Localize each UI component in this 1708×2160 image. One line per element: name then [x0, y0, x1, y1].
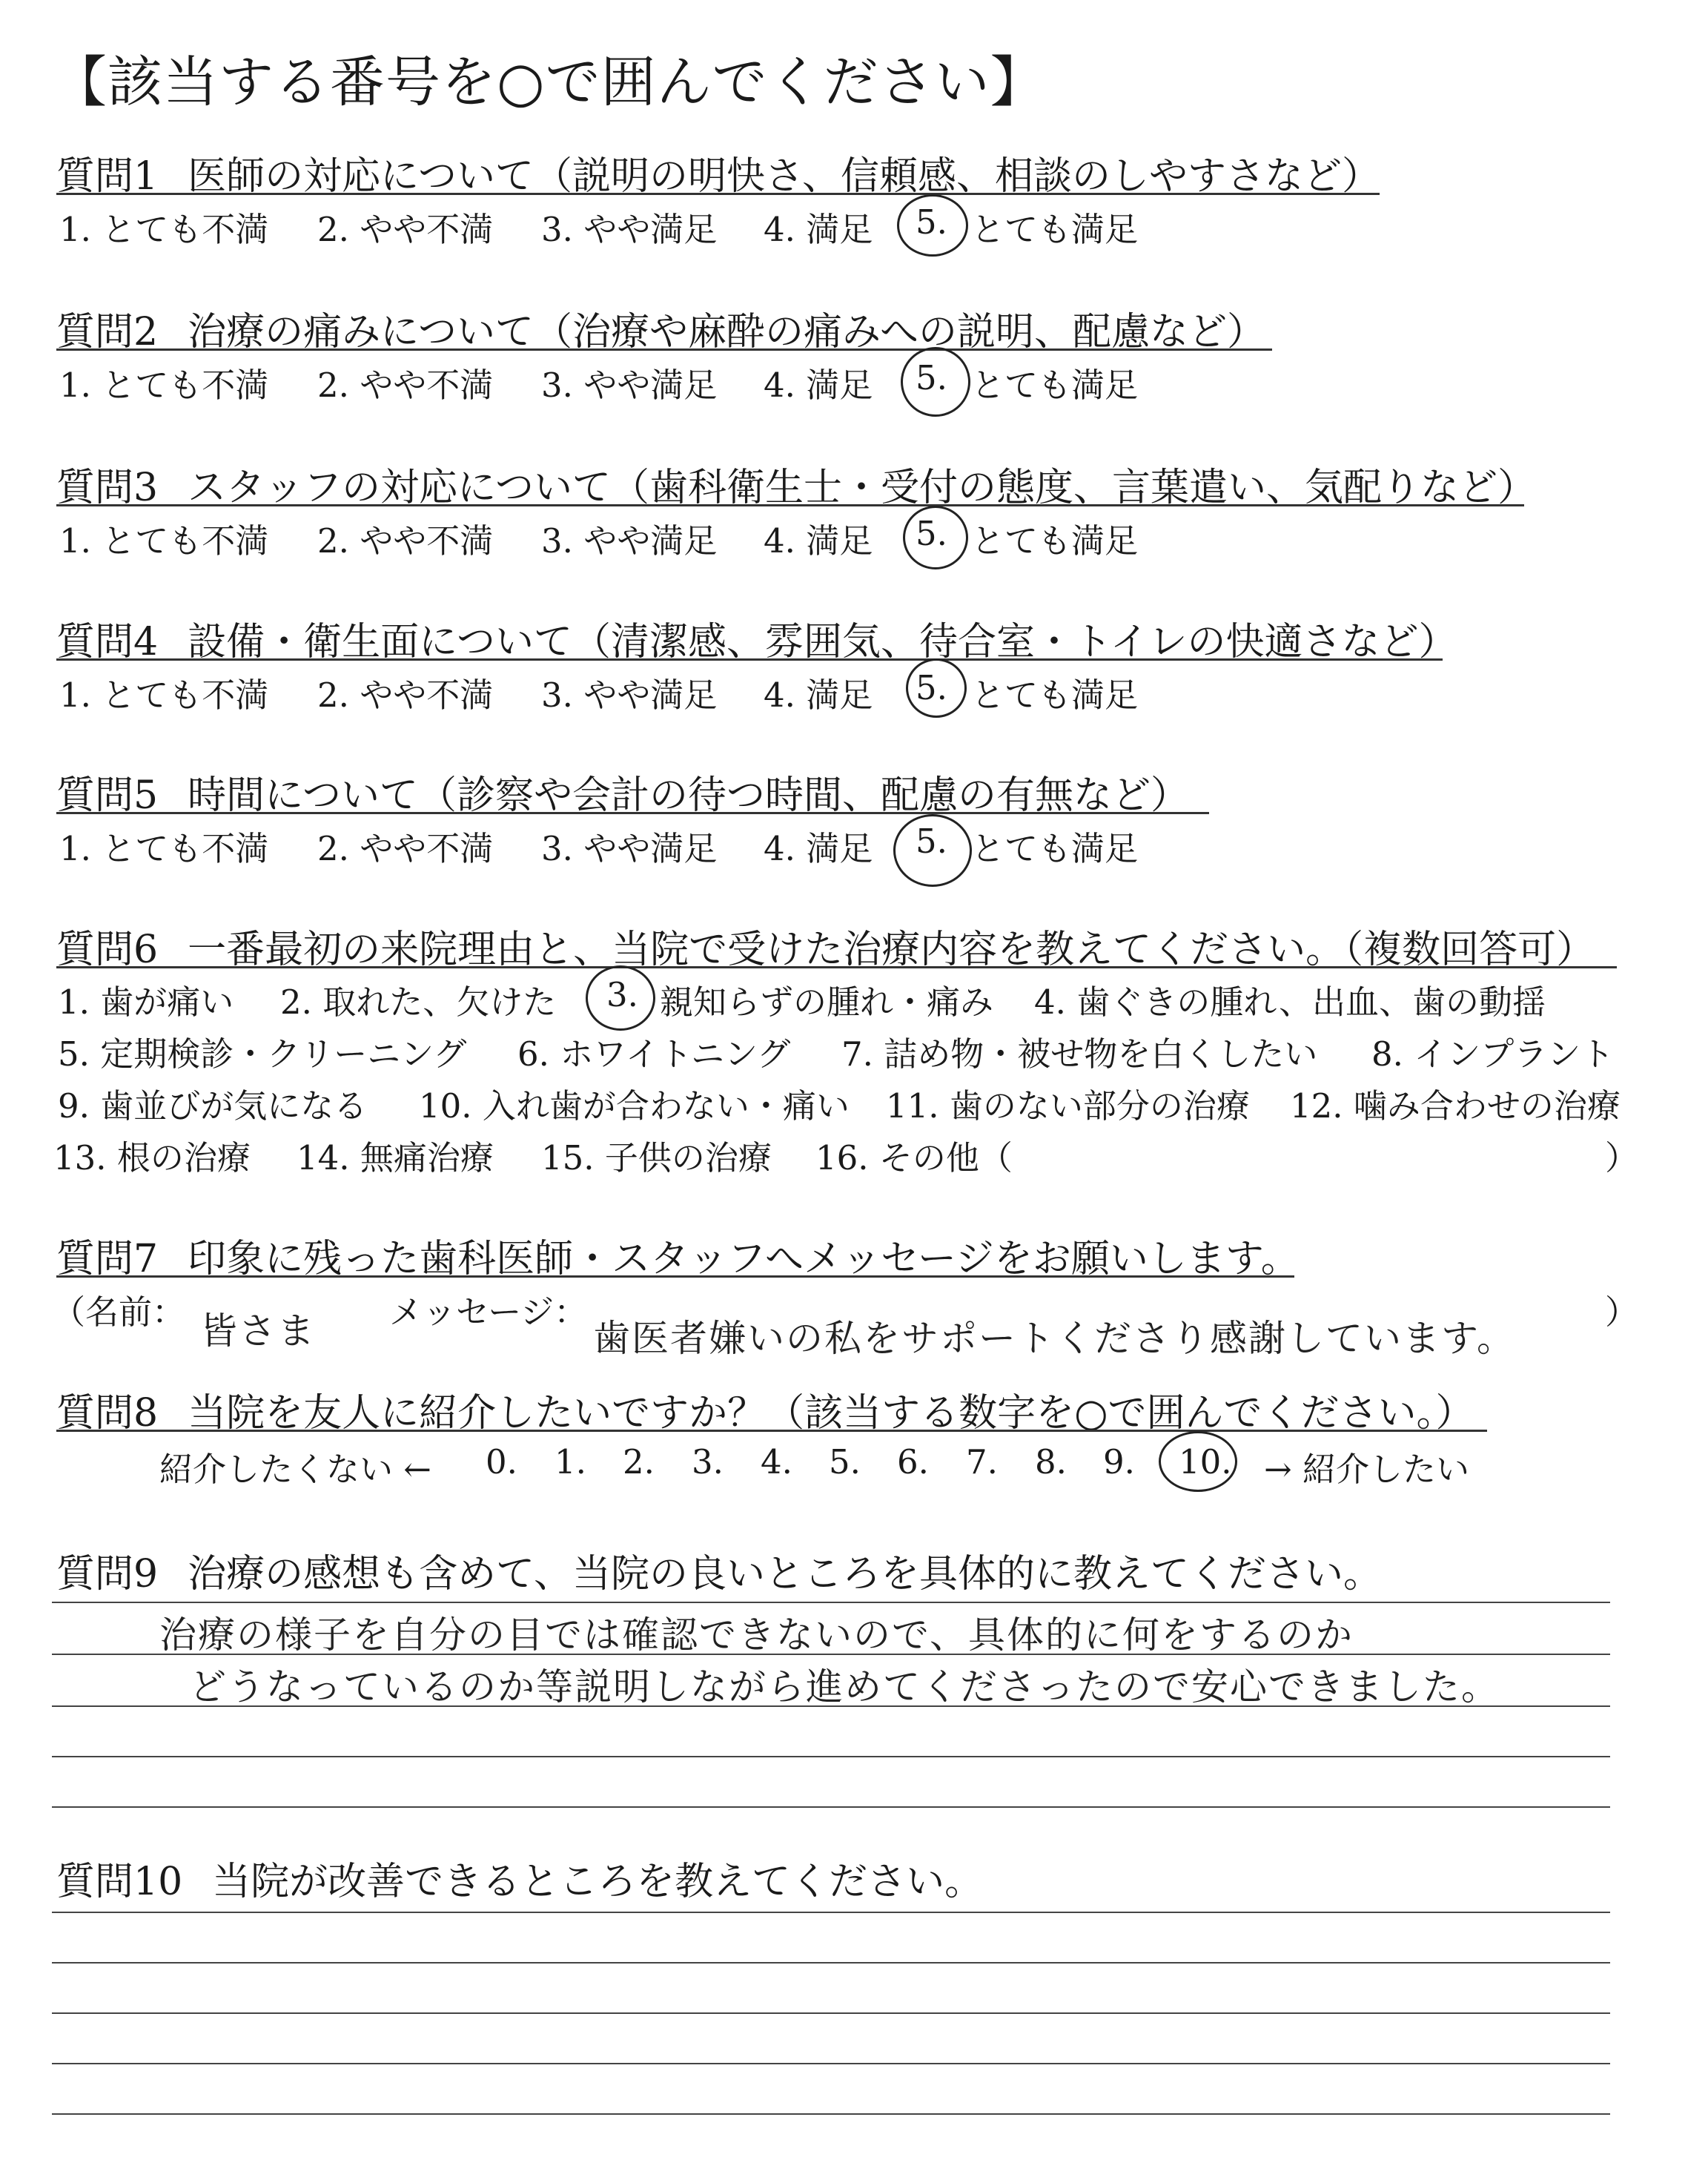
q6-option-1[interactable]: 1. 歯が痛い: [58, 982, 234, 1022]
question-1-underline: [56, 193, 1380, 195]
q1-selected-circle: [897, 194, 968, 257]
q8-right-label: → 紹介したい: [1264, 1450, 1470, 1489]
question-3-underline: [56, 504, 1524, 506]
q6-option-7[interactable]: 7. 詰め物・被せ物を白くしたい: [841, 1034, 1318, 1074]
q3-option-3[interactable]: 3. やや満足: [541, 521, 718, 561]
q3-option-5-number[interactable]: 5.: [916, 514, 947, 553]
q7-close: ）: [1605, 1292, 1639, 1332]
q2-option-4[interactable]: 4. 満足: [764, 366, 873, 405]
q4-option-4[interactable]: 4. 満足: [764, 676, 873, 715]
q8-scale-5[interactable]: 5.: [829, 1442, 861, 1482]
question-number: 質問4: [56, 620, 159, 664]
q10-writing-line: [52, 2012, 1610, 2014]
question-number: 質問9: [56, 1552, 159, 1596]
q2-option-5-number[interactable]: 5.: [916, 358, 947, 397]
question-text: スタッフの対応について（歯科衛生士・受付の態度、言葉遣い、気配りなど）: [188, 466, 1537, 510]
question-text: 印象に残った歯科医師・スタッフへメッセージをお願いします。: [188, 1237, 1300, 1281]
q10-writing-line: [52, 2063, 1610, 2064]
q4-option-1[interactable]: 1. とても不満: [59, 676, 269, 715]
q1-option-1[interactable]: 1. とても不満: [59, 210, 269, 249]
q1-option-5-label[interactable]: とても満足: [971, 210, 1139, 249]
q8-scale-8[interactable]: 8.: [1035, 1442, 1067, 1482]
q2-option-1[interactable]: 1. とても不満: [59, 366, 269, 405]
question-text: 時間について（診察や会計の待つ時間、配慮の有無など）: [188, 773, 1190, 818]
q6-option-3-number[interactable]: 3.: [606, 975, 638, 1014]
question-text: 医師の対応について（説明の明快さ、信頼感、相談のしやすさなど）: [188, 154, 1380, 199]
q6-option-3-label[interactable]: 親知らずの腫れ・痛み: [660, 982, 994, 1022]
q6-option-16-close: ）: [1605, 1138, 1639, 1178]
q6-option-15[interactable]: 15. 子供の治療: [541, 1138, 772, 1178]
q6-option-10[interactable]: 10. 入れ歯が合わない・痛い: [419, 1086, 850, 1126]
question-number: 質問5: [56, 773, 159, 818]
question-5-underline: [56, 812, 1209, 814]
q8-scale-0[interactable]: 0.: [486, 1442, 517, 1482]
q4-option-5-label[interactable]: とても満足: [971, 676, 1139, 715]
q9-writing-line: [52, 1654, 1610, 1655]
question-10-title: [56, 1850, 983, 1909]
question-text: 当院を友人に紹介したいですか？（該当する数字を○で囲んでください。）: [188, 1391, 1474, 1436]
question-number: 質問3: [56, 466, 159, 510]
q9-answer-line-1[interactable]: 治療の様子を自分の目では確認できないので、具体的に何をするのか: [159, 1614, 1354, 1657]
q6-option-5[interactable]: 5. 定期検診・クリーニング: [58, 1034, 467, 1074]
question-text: 一番最初の来院理由と、当院で受けた治療内容を教えてください。（複数回答可）: [188, 928, 1595, 972]
q6-option-8[interactable]: 8. インプラント: [1371, 1034, 1615, 1074]
q5-option-4[interactable]: 4. 満足: [764, 829, 873, 868]
q10-writing-line: [52, 2113, 1610, 2115]
q1-option-4[interactable]: 4. 満足: [764, 210, 873, 249]
q5-option-5-number[interactable]: 5.: [916, 822, 947, 861]
q9-writing-line: [52, 1602, 1610, 1603]
q8-scale-2[interactable]: 2.: [623, 1442, 655, 1482]
q3-option-1[interactable]: 1. とても不満: [59, 521, 269, 561]
q5-selected-circle: [893, 814, 972, 887]
question-number: 質問7: [56, 1237, 159, 1281]
question-number: 質問2: [56, 310, 159, 354]
q2-option-5-label[interactable]: とても満足: [971, 366, 1139, 405]
q9-writing-line: [52, 1756, 1610, 1757]
q1-option-3[interactable]: 3. やや満足: [541, 210, 718, 249]
q4-option-5-number[interactable]: 5.: [916, 668, 947, 707]
question-4-underline: [56, 658, 1443, 661]
q5-option-2[interactable]: 2. やや不満: [317, 829, 494, 868]
q3-option-2[interactable]: 2. やや不満: [317, 521, 494, 561]
q1-option-2[interactable]: 2. やや不満: [317, 210, 494, 249]
question-7-underline: [56, 1275, 1294, 1278]
q3-selected-circle: [903, 506, 968, 569]
q10-writing-line: [52, 1962, 1610, 1964]
q6-option-9[interactable]: 9. 歯並びが気になる: [58, 1086, 368, 1126]
q6-option-14[interactable]: 14. 無痛治療: [297, 1138, 494, 1178]
q4-selected-circle: [906, 658, 967, 718]
q9-writing-line: [52, 1806, 1610, 1808]
q2-option-3[interactable]: 3. やや満足: [541, 366, 718, 405]
q6-option-2[interactable]: 2. 取れた、欠けた: [280, 982, 557, 1022]
question-6-underline: [56, 966, 1617, 968]
q7-name-value[interactable]: 皆さま: [200, 1309, 316, 1353]
q6-option-11[interactable]: 11. 歯のない部分の治療: [886, 1086, 1250, 1126]
q8-scale-10[interactable]: 10.: [1179, 1442, 1232, 1482]
q6-selected-circle: [586, 965, 655, 1031]
q7-name-label: （名前：: [52, 1292, 186, 1332]
q8-scale-4[interactable]: 4.: [761, 1442, 792, 1482]
q8-selected-circle: [1159, 1431, 1237, 1492]
q8-scale-9[interactable]: 9.: [1103, 1442, 1135, 1482]
q8-scale-3[interactable]: 3.: [692, 1442, 724, 1482]
q8-scale-6[interactable]: 6.: [897, 1442, 929, 1482]
question-number: 質問8: [56, 1391, 159, 1436]
q6-option-6[interactable]: 6. ホワイトニング: [517, 1034, 791, 1074]
question-text: 治療の感想も含めて、当院の良いところを具体的に教えてください。: [188, 1552, 1383, 1596]
question-9-title: [56, 1542, 1382, 1601]
q6-option-12[interactable]: 12. 噛み合わせの治療: [1290, 1086, 1621, 1126]
q9-answer-line-2[interactable]: どうなっているのか等説明しながら進めてくださったので安心できました。: [189, 1665, 1500, 1708]
q3-option-5-label[interactable]: とても満足: [971, 521, 1139, 561]
question-text: 当院が改善できるところを教えてください。: [212, 1860, 984, 1904]
q2-option-2[interactable]: 2. やや不満: [317, 366, 494, 405]
question-2-underline: [56, 349, 1272, 351]
question-number: 質問6: [56, 928, 159, 972]
question-number: 質問10: [56, 1860, 183, 1904]
question-text: 設備・衛生面について（清潔感、雰囲気、待合室・トイレの快適さなど）: [188, 620, 1457, 664]
question-number: 質問1: [56, 154, 159, 199]
q5-option-1[interactable]: 1. とても不満: [59, 829, 269, 868]
q7-message-label: メッセージ：: [389, 1292, 588, 1332]
q1-option-5-number[interactable]: 5.: [916, 202, 947, 242]
q5-option-5-label[interactable]: とても満足: [971, 829, 1139, 868]
q8-scale-7[interactable]: 7.: [966, 1442, 998, 1482]
q8-left-label: 紹介したくない ←: [159, 1450, 432, 1489]
q9-writing-line: [52, 1705, 1610, 1707]
q4-option-2[interactable]: 2. やや不満: [317, 676, 494, 715]
q2-selected-circle: [901, 347, 970, 417]
q6-option-16[interactable]: 16. その他（: [815, 1138, 1013, 1178]
question-text: 治療の痛みについて（治療や麻酔の痛みへの説明、配慮など）: [188, 310, 1266, 354]
q5-option-3[interactable]: 3. やや満足: [541, 829, 718, 868]
q6-option-13[interactable]: 13. 根の治療: [53, 1138, 251, 1178]
q7-message-value[interactable]: 歯医者嫌いの私をサポートくださり感謝しています。: [593, 1317, 1515, 1360]
q3-option-4[interactable]: 4. 満足: [764, 521, 873, 561]
question-8-underline: [56, 1430, 1487, 1432]
q6-option-4[interactable]: 4. 歯ぐきの腫れ、出血、歯の動揺: [1034, 982, 1546, 1022]
q4-option-3[interactable]: 3. やや満足: [541, 676, 718, 715]
q8-scale-1[interactable]: 1.: [555, 1442, 586, 1482]
q10-writing-line: [52, 1912, 1610, 1913]
page-header: 【該当する番号を○で囲んでください】: [52, 50, 1046, 114]
